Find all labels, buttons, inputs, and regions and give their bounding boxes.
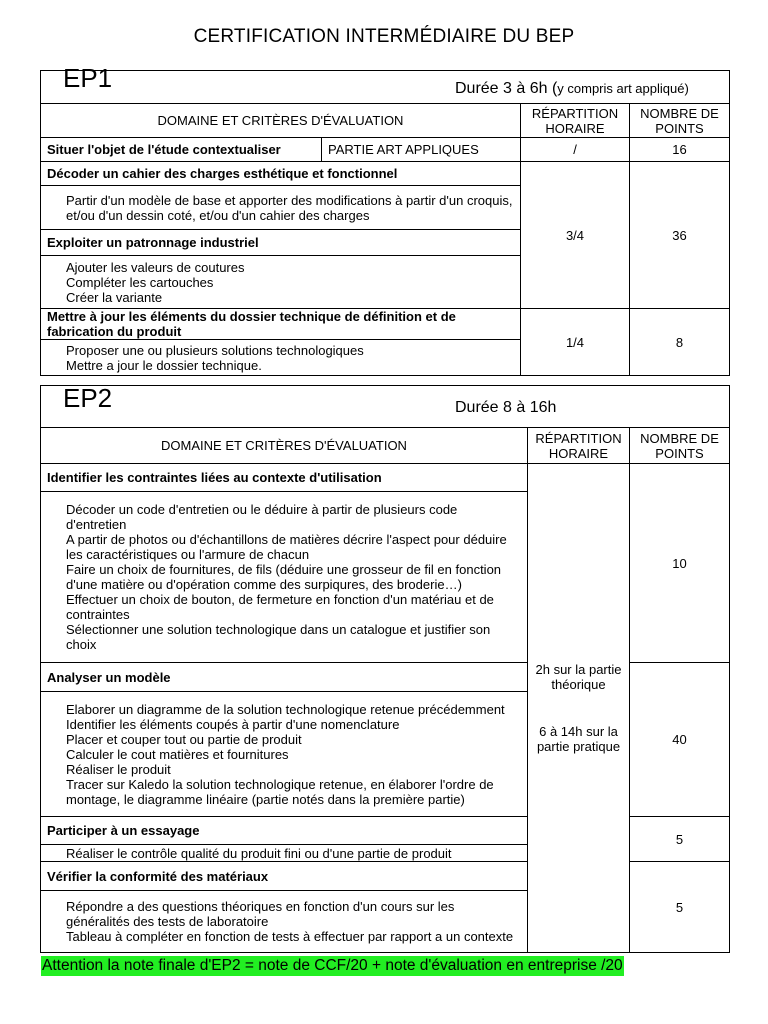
ep2-verifier-points: 5 bbox=[630, 862, 730, 953]
ep1-mettre-points: 8 bbox=[630, 309, 730, 376]
ep2-repartition bbox=[528, 464, 630, 953]
ep2-analyser-items bbox=[41, 692, 528, 817]
list-item: Compléter les cartouches bbox=[66, 274, 214, 290]
ep1-group1-points: 36 bbox=[630, 162, 730, 309]
list-item: Elaborer un diagramme de la solution technologique retenue précédemment bbox=[66, 701, 505, 717]
final-note-banner: Attention la note finale d'EP2 = note de CCF/20 + note d'évaluation en entreprise /20 bbox=[42, 957, 623, 974]
ep1-decoder-item: Partir d'un modèle de base et apporter des modifications à partir d'un croquis, et/ou d'un dessin coté, et/ou d'un cahier des charges bbox=[41, 186, 521, 230]
ep2-identifier-title: Identifier les contraintes liées au contexte d'utilisation bbox=[41, 464, 528, 492]
ep1-decoder-title: Décoder un cahier des charges esthétique et fonctionnel bbox=[41, 162, 521, 186]
list-item: Placer et couper tout ou partie de produit bbox=[66, 731, 302, 747]
ep1-exploiter-items bbox=[41, 256, 521, 309]
list-item: Sélectionner une solution technologique dans un catalogue et justifier son choix bbox=[66, 622, 491, 652]
ep2-header-domaine: DOMAINE ET CRITÈRES D'ÉVALUATION bbox=[41, 428, 528, 464]
ep2-duree: Durée 8 à 16h bbox=[455, 399, 557, 416]
ep2-participer-item: Réaliser le contrôle qualité du produit fini ou d'une partie de produit bbox=[41, 845, 528, 862]
ep1-header-points: NOMBRE DE POINTS bbox=[630, 104, 730, 138]
ep1-situer-points: 16 bbox=[630, 138, 730, 162]
list-item: Faire un choix de fournitures, de fils (déduire une grosseur de fil en fonction d'une matière ou d'opération comme des surpiqures, des broderie…) bbox=[66, 562, 502, 592]
list-item: Effectuer un choix de bouton, de fermeture en fonction d'un matériau et de contraintes bbox=[66, 592, 494, 622]
ep2-header-points: NOMBRE DE POINTS bbox=[630, 428, 730, 464]
ep2-analyser-points: 40 bbox=[630, 663, 730, 817]
ep1-situer-partie: PARTIE ART APPLIQUES bbox=[322, 138, 521, 162]
ep1-name: EP1 bbox=[63, 63, 113, 93]
ep2-verifier-items bbox=[41, 891, 528, 953]
ep2-repartition-pratique: 6 à 14h sur la partie pratique bbox=[536, 724, 621, 754]
list-item: Décoder un code d'entretien ou le déduire à partir de plusieurs code d'entretien bbox=[66, 502, 458, 532]
ep1-exploiter-title: Exploiter un patronnage industriel bbox=[41, 230, 521, 256]
ep1-mettre-items bbox=[41, 340, 521, 376]
ep2-participer-points: 5 bbox=[630, 817, 730, 862]
ep1-duree-note: y compris art appliqué) bbox=[557, 81, 689, 96]
list-item: Répondre a des questions théoriques en fonction d'un cours sur les généralités des tests de laboratoire bbox=[66, 899, 455, 929]
page-title: CERTIFICATION INTERMÉDIAIRE DU BEP bbox=[193, 26, 575, 47]
ep1-mettre-title: Mettre à jour les éléments du dossier technique de définition et de fabrication du produit bbox=[41, 309, 521, 340]
ep2-table bbox=[40, 385, 730, 953]
ep1-group1-repartition: 3/4 bbox=[521, 162, 630, 309]
list-item: Tableau à compléter en fonction de tests à effectuer par rapport a un contexte bbox=[66, 929, 514, 944]
list-item: Proposer une ou plusieurs solutions technologiques bbox=[66, 342, 364, 358]
list-item: Identifier les éléments coupés à partir d'une nomenclature bbox=[66, 716, 400, 732]
ep2-header bbox=[41, 383, 730, 428]
ep1-duree bbox=[455, 81, 689, 96]
list-item: Créer la variante bbox=[66, 289, 163, 305]
list-item: Réaliser le produit bbox=[66, 761, 171, 777]
ep1-situer-repartition: / bbox=[521, 138, 630, 162]
ep2-identifier-points: 10 bbox=[630, 464, 730, 663]
ep1-situer-label: Situer l'objet de l'étude contextualiser bbox=[41, 138, 322, 162]
list-item: Calculer le cout matières et fournitures bbox=[66, 746, 289, 762]
ep1-header bbox=[41, 63, 730, 104]
ep2-analyser-title: Analyser un modèle bbox=[41, 663, 528, 692]
ep1-duree-text: Durée 3 à 6h ( bbox=[455, 80, 558, 97]
list-item: Ajouter les valeurs de coutures bbox=[66, 259, 245, 275]
ep1-header-repartition: RÉPARTITION HORAIRE bbox=[521, 104, 630, 138]
ep1-mettre-repartition: 1/4 bbox=[521, 309, 630, 376]
ep1-header-domaine: DOMAINE ET CRITÈRES D'ÉVALUATION bbox=[41, 104, 521, 138]
ep2-participer-title: Participer à un essayage bbox=[41, 817, 528, 845]
ep2-verifier-title: Vérifier la conformité des matériaux bbox=[41, 862, 528, 891]
ep1-table bbox=[40, 63, 730, 376]
ep2-identifier-items bbox=[41, 492, 528, 663]
list-item: A partir de photos ou d'échantillons de matières décrire l'aspect pour déduire les caractéristiques ou l'armure de chacun bbox=[66, 532, 507, 562]
list-item: Mettre a jour le dossier technique. bbox=[66, 357, 262, 373]
ep2-repartition-theorique: 2h sur la partie théorique bbox=[535, 662, 622, 692]
list-item: Tracer sur Kaledo la solution technologique retenue, en élaborer l'ordre de montage, le diagramme linéaire (partie notés dans la première partie) bbox=[66, 776, 494, 807]
ep2-header-repartition: RÉPARTITION HORAIRE bbox=[528, 428, 630, 464]
ep2-name: EP2 bbox=[63, 383, 113, 413]
